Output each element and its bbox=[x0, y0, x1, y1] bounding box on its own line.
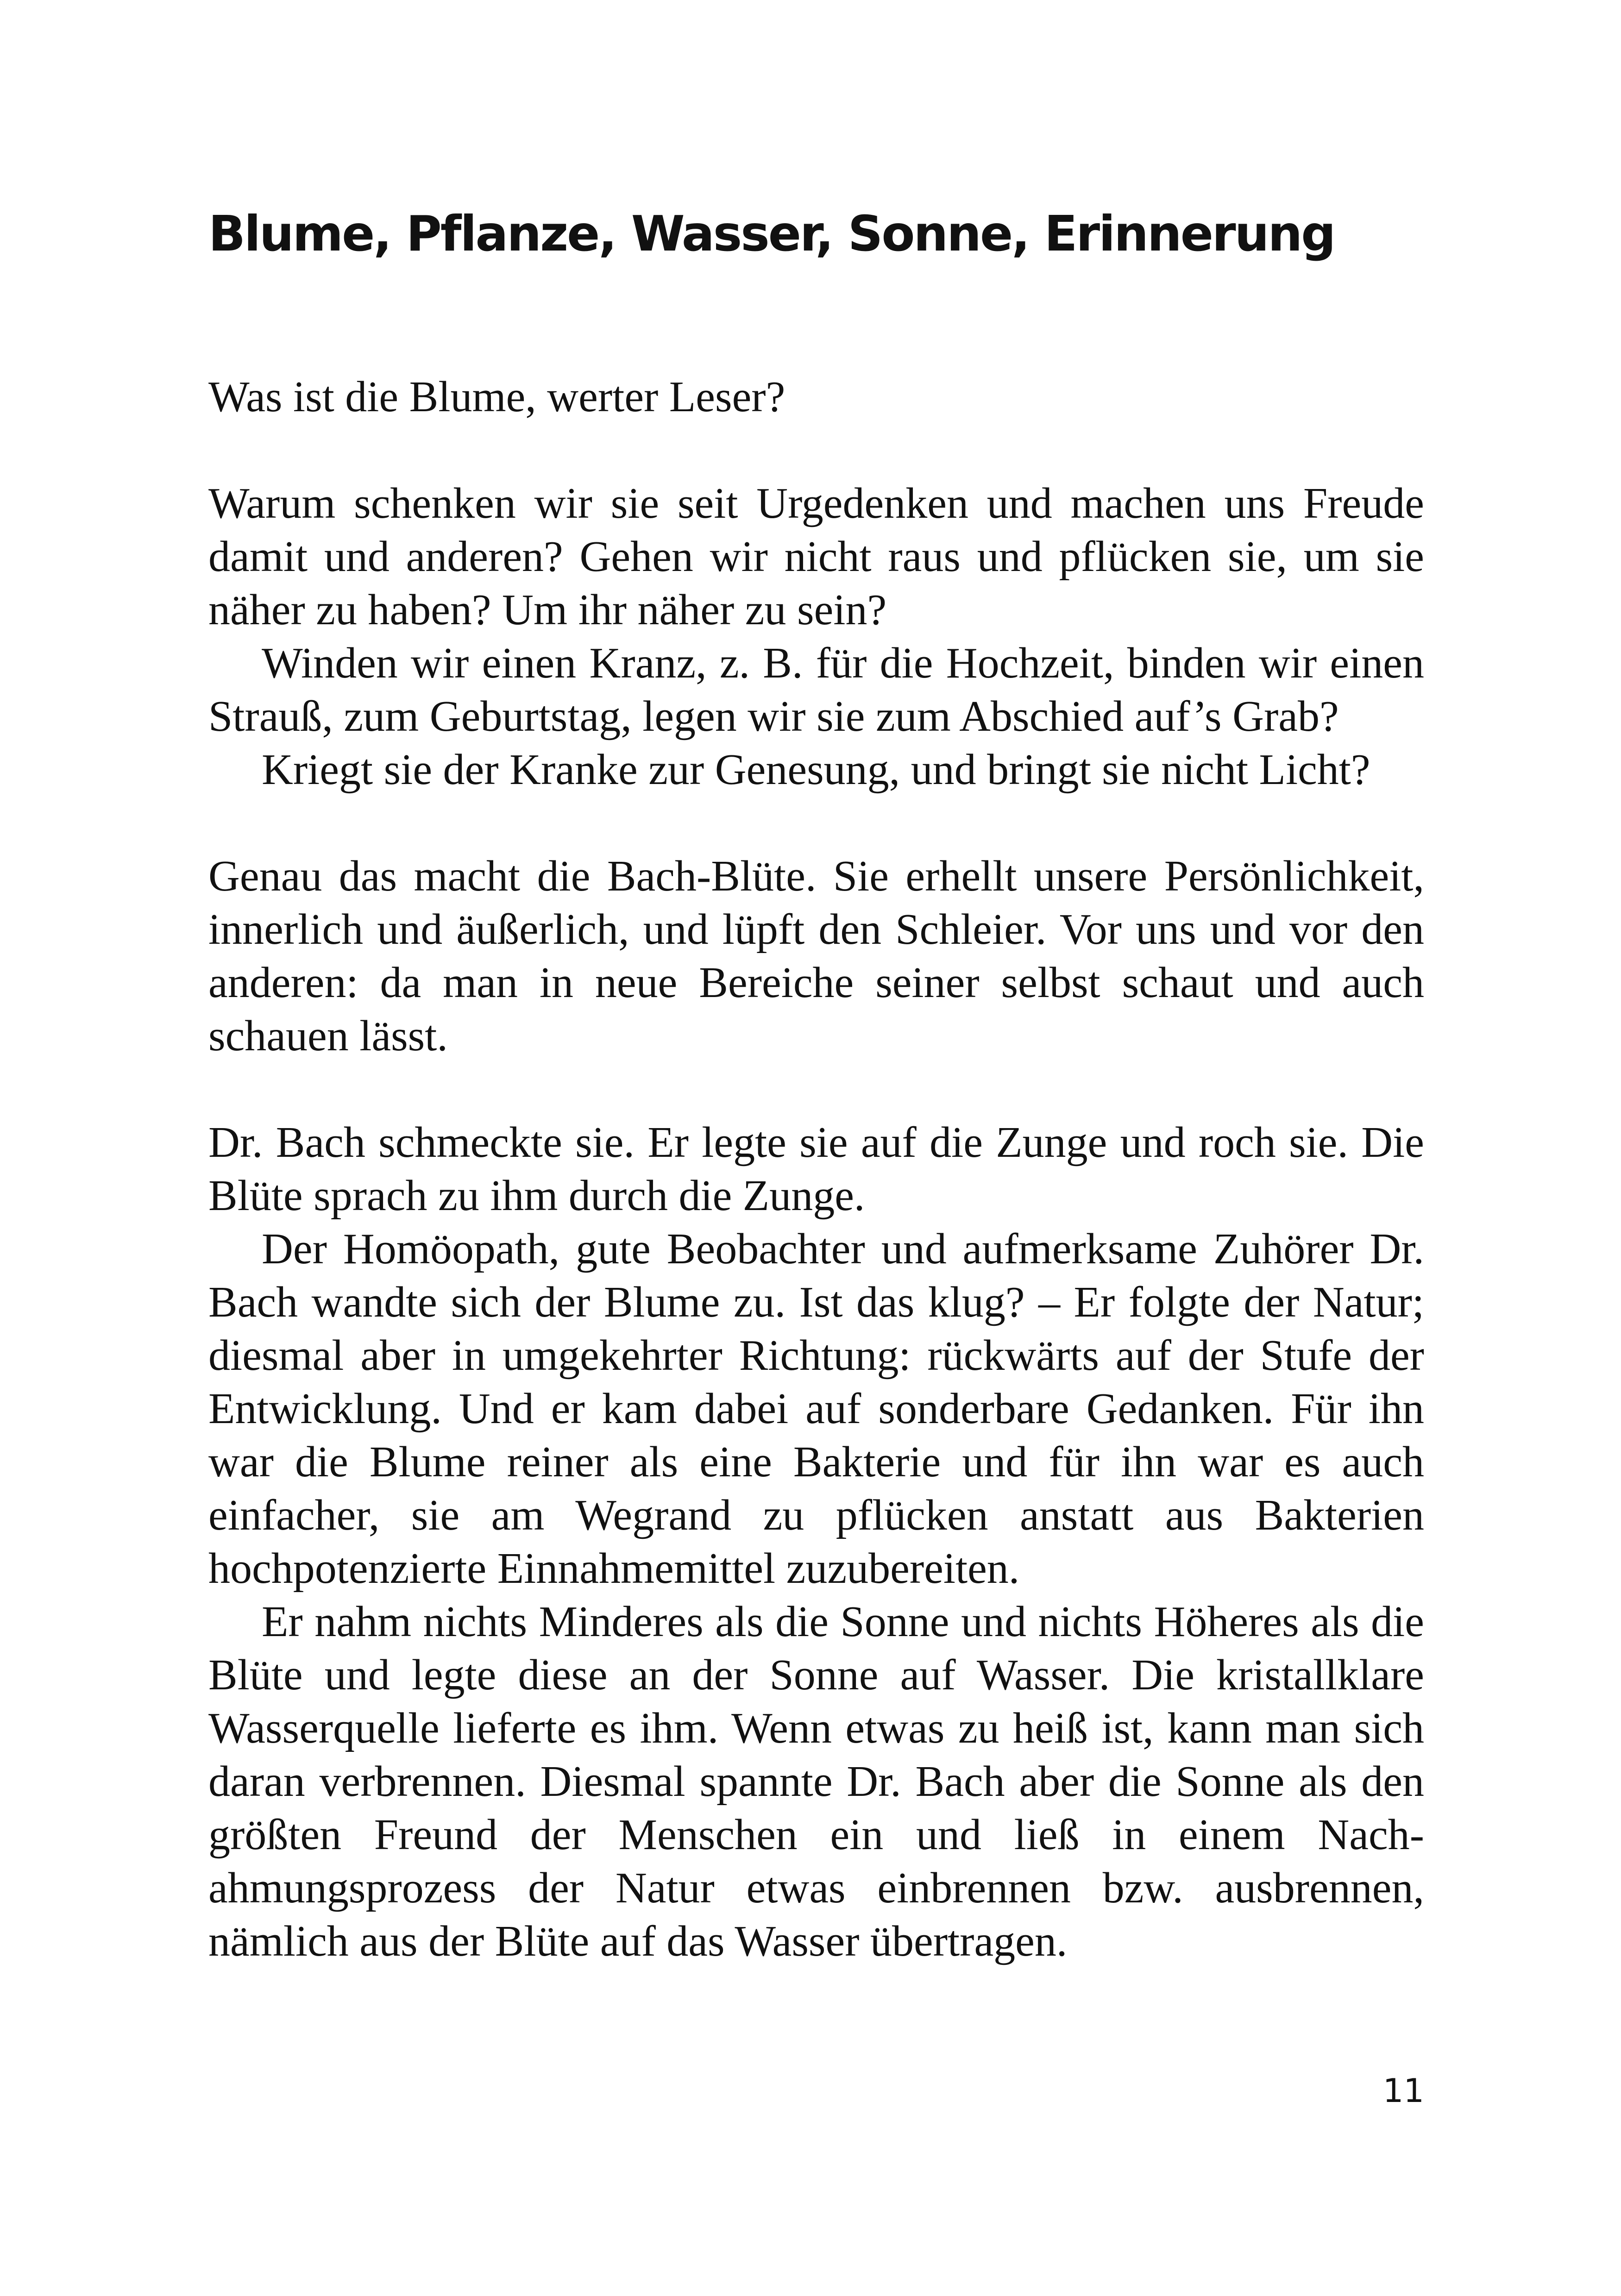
chapter-title: Blume, Pflanze, Wasser, Sonne, Erinnerung bbox=[208, 206, 1335, 262]
paragraph-convalescence: Kriegt sie der Kranke zur Genesung, und bringt sie nicht Licht? bbox=[262, 746, 1370, 794]
paragraph-wreath: Winden wir einen Kranz, z. B. für die Hochzeit, binden wir einen Strauß, zum Geburtstag, legen wir sie zum Abschied auf’s Grab? bbox=[208, 639, 1424, 740]
paragraph-taste: Dr. Bach schmeckte sie. Er legte sie auf die Zunge und roch sie. Die Blüte sprach zu ihm durch die Zunge. bbox=[208, 1118, 1424, 1220]
paragraph-bach-flower: Genau das macht die Bach-Blüte. Sie erhellt unsere Persönlichkeit, innerlich und äußerlich, und lüpft den Schleier. Vor uns und vor den anderen: da man in neue Bereiche seiner selbst schaut und auch schauen lässt. bbox=[208, 852, 1424, 1060]
paragraph-homeopath: Der Homöopath, gute Beobachter und aufmerksame Zuhörer Dr. Bach wandte sich der Blume zu. Ist das klug? – Er folgte der Natur; diesmal aber in umgekehrter Richtung: rückwärts auf der Stufe der Entwicklung. Und er kam dabei auf sonderbare Gedanken. Für ihn war die Blume reiner als eine Bakterie und für ihn war es auch einfacher, sie am Wegrand zu pflücken anstatt aus Bakterien hochpotenzierte Einnahmemittel zuzubereiten. bbox=[208, 1225, 1424, 1593]
paragraph-sun-water: Er nahm nichts Minderes als die Sonne und nichts Höheres als die Blüte und legte diese an der Sonne auf Wasser. Die kristallklare Wasserquelle lieferte es ihm. Wenn etwas zu heiß ist, kann man sich daran verbrennen. Diesmal spannte Dr. Bach aber die Sonne als den größten Freund der Menschen ein und ließ in einem Nachahmungsprozess der Natur etwas einbrennen bzw. ausbrennen, nämlich aus der Blüte auf das Wasser übertragen. bbox=[208, 1598, 1424, 1965]
page-number: 11 bbox=[1382, 2072, 1424, 2110]
paragraph-gift: Warum schenken wir sie seit Urgedenken und machen uns Freude damit und anderen? Gehen wir nicht raus und pflücken sie, um sie näher zu haben? Um ihr näher zu sein? bbox=[208, 479, 1424, 634]
paragraph-question: Was ist die Blume, werter Leser? bbox=[208, 373, 785, 421]
chapter-body bbox=[208, 370, 1424, 1968]
